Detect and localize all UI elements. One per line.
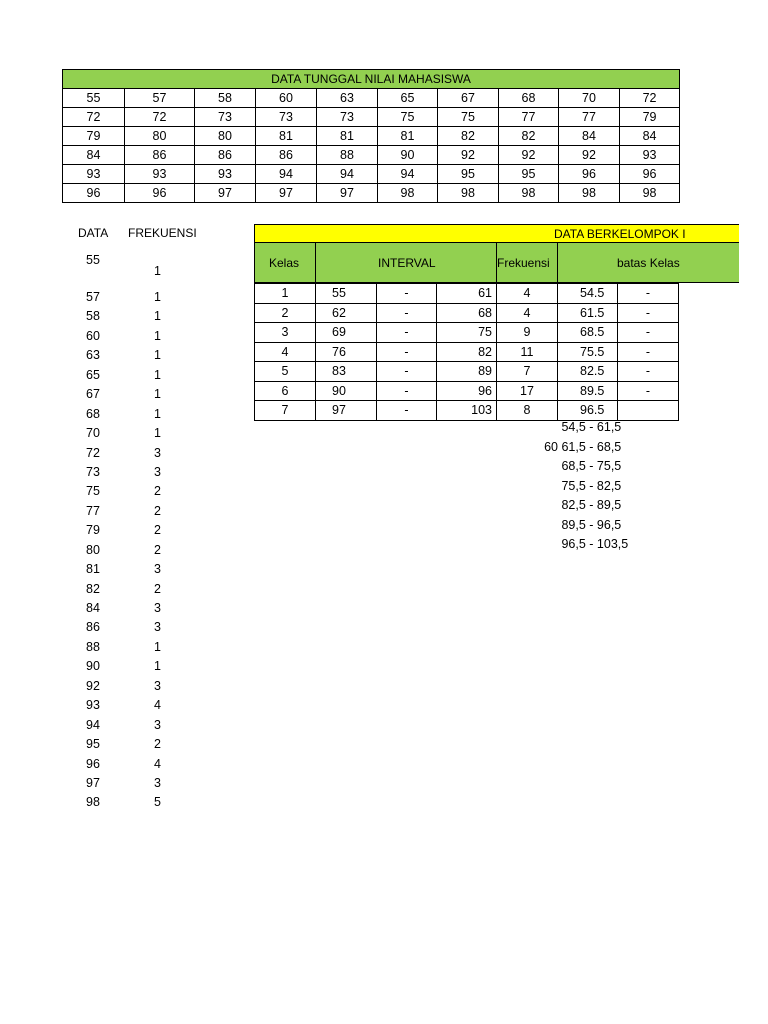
single-table-cell: 55 bbox=[63, 89, 125, 108]
grouped-table-cell: - bbox=[377, 303, 437, 323]
single-table-cell: 80 bbox=[195, 127, 256, 146]
single-table-cell: 79 bbox=[63, 127, 125, 146]
grouped-table-cell: 4 bbox=[497, 303, 558, 323]
grouped-table-cell: 3 bbox=[255, 323, 316, 343]
grouped-table-cell: 62 bbox=[316, 303, 377, 323]
grouped-table-cell: 7 bbox=[255, 401, 316, 421]
class-boundary-item bbox=[490, 420, 630, 440]
grouped-table-cell: - bbox=[377, 401, 437, 421]
single-table-cell: 73 bbox=[195, 108, 256, 127]
freq-list-item: 93 4 bbox=[62, 698, 202, 717]
grouped-table-cell: 96 bbox=[437, 381, 497, 401]
single-data-table bbox=[62, 69, 680, 203]
single-table-cell: 82 bbox=[499, 127, 559, 146]
freq-list-item: 86 3 bbox=[62, 620, 202, 639]
single-table-cell: 86 bbox=[256, 146, 317, 165]
header-divider bbox=[496, 243, 497, 283]
grouped-table-cell: - bbox=[618, 362, 679, 382]
freq-value: 88 bbox=[86, 639, 100, 654]
grouped-table-row bbox=[255, 381, 679, 401]
single-table-cell: 72 bbox=[620, 89, 680, 108]
freq-value: 95 bbox=[86, 737, 100, 752]
grouped-table-cell: 6 bbox=[255, 381, 316, 401]
single-table-cell: 73 bbox=[256, 108, 317, 127]
single-table-cell: 60 bbox=[256, 89, 317, 108]
single-table-cell: 67 bbox=[438, 89, 499, 108]
freq-list-item: 73 3 bbox=[62, 465, 202, 484]
freq-value: 93 bbox=[86, 698, 100, 713]
freq-list-item: 57 1 bbox=[62, 290, 202, 309]
grouped-table-cell: 76 bbox=[316, 342, 377, 362]
class-boundary-item bbox=[490, 537, 630, 557]
single-table-cell: 81 bbox=[378, 127, 438, 146]
freq-value: 72 bbox=[86, 445, 100, 460]
grouped-table-cell: 11 bbox=[497, 342, 558, 362]
class-boundary-item bbox=[490, 440, 630, 460]
freq-value: 96 bbox=[86, 756, 100, 771]
grouped-table-cell: 68.5 bbox=[558, 323, 618, 343]
single-table-cell: 92 bbox=[438, 146, 499, 165]
single-table-cell: 80 bbox=[125, 127, 195, 146]
grouped-table-cell: - bbox=[377, 323, 437, 343]
freq-list-item: 82 2 bbox=[62, 582, 202, 601]
freq-list-item: 98 5 bbox=[62, 795, 202, 814]
single-table-cell: 98 bbox=[559, 184, 620, 203]
single-table-row bbox=[63, 146, 680, 165]
freq-value: 77 bbox=[86, 503, 100, 518]
freq-value: 79 bbox=[86, 523, 100, 538]
single-table-cell: 63 bbox=[317, 89, 378, 108]
single-table-cell: 65 bbox=[378, 89, 438, 108]
grouped-table-cell: 90 bbox=[316, 381, 377, 401]
single-table-cell: 77 bbox=[559, 108, 620, 127]
freq-value: 81 bbox=[86, 562, 100, 577]
grouped-table-cell: 61.5 bbox=[558, 303, 618, 323]
boundary-range: 75,5 - 82,5 bbox=[561, 478, 622, 493]
grouped-table-cell: - bbox=[618, 284, 679, 304]
single-table-cell: 97 bbox=[256, 184, 317, 203]
class-boundary-item bbox=[490, 498, 630, 518]
freq-value: 90 bbox=[86, 659, 100, 674]
single-table-cell: 84 bbox=[63, 146, 125, 165]
single-table-cell: 95 bbox=[438, 165, 499, 184]
single-table-cell: 84 bbox=[620, 127, 680, 146]
freq-value: 55 bbox=[86, 253, 100, 267]
freq-value: 65 bbox=[86, 367, 100, 382]
single-table-cell: 92 bbox=[559, 146, 620, 165]
single-table-row bbox=[63, 165, 680, 184]
single-table-cell: 92 bbox=[499, 146, 559, 165]
grouped-table-cell: 8 bbox=[497, 401, 558, 421]
grouped-table-cell: 83 bbox=[316, 362, 377, 382]
freq-value: 67 bbox=[86, 387, 100, 402]
header-frekuensi: Frekuensi bbox=[497, 256, 550, 270]
grouped-table-cell: - bbox=[618, 381, 679, 401]
freq-list-item: 65 1 bbox=[62, 368, 202, 387]
single-table-cell: 58 bbox=[195, 89, 256, 108]
single-table-cell: 94 bbox=[256, 165, 317, 184]
grouped-table-cell: - bbox=[618, 342, 679, 362]
single-table-row bbox=[63, 127, 680, 146]
single-table-cell: 75 bbox=[378, 108, 438, 127]
freq-list-header-frequency: FREKUENSI bbox=[128, 226, 197, 240]
single-table-cell: 98 bbox=[378, 184, 438, 203]
freq-value: 75 bbox=[86, 484, 100, 499]
grouped-table-cell bbox=[618, 401, 679, 421]
grouped-table-cell: 7 bbox=[497, 362, 558, 382]
freq-list-item: 77 2 bbox=[62, 504, 202, 523]
header-batas-kelas: batas Kelas bbox=[617, 256, 680, 270]
single-table-cell: 75 bbox=[438, 108, 499, 127]
single-table-cell: 98 bbox=[438, 184, 499, 203]
freq-list-item: 68 1 bbox=[62, 407, 202, 426]
freq-list-item: 79 2 bbox=[62, 523, 202, 542]
grouped-table-row bbox=[255, 303, 679, 323]
freq-value: 58 bbox=[86, 309, 100, 324]
boundary-range: 96,5 - 103,5 bbox=[561, 537, 629, 551]
grouped-table-cell: 97 bbox=[316, 401, 377, 421]
grouped-table-cell: 89 bbox=[437, 362, 497, 382]
freq-list-item: 81 3 bbox=[62, 562, 202, 581]
freq-list-item: 84 3 bbox=[62, 601, 202, 620]
single-table-cell: 96 bbox=[559, 165, 620, 184]
grouped-table-cell: 4 bbox=[255, 342, 316, 362]
freq-list-item: 75 2 bbox=[62, 484, 202, 503]
single-table-row bbox=[63, 108, 680, 127]
freq-value: 80 bbox=[86, 542, 100, 557]
frequency-list bbox=[62, 253, 202, 815]
single-table-cell: 88 bbox=[317, 146, 378, 165]
grouped-table-row bbox=[255, 362, 679, 382]
freq-list-item: 55 1 bbox=[62, 253, 202, 290]
boundary-range: 61,5 - 68,5 bbox=[561, 439, 622, 454]
single-table-cell: 96 bbox=[63, 184, 125, 203]
single-table-cell: 93 bbox=[63, 165, 125, 184]
grouped-table-cell: - bbox=[377, 362, 437, 382]
header-divider bbox=[557, 243, 558, 283]
grouped-table-row bbox=[255, 284, 679, 304]
freq-list-item: 94 3 bbox=[62, 718, 202, 737]
freq-value: 73 bbox=[86, 464, 100, 479]
grouped-table-cell: 68 bbox=[437, 303, 497, 323]
header-divider bbox=[315, 243, 316, 283]
header-kelas: Kelas bbox=[269, 256, 300, 270]
class-boundary-item bbox=[490, 518, 630, 538]
freq-value: 82 bbox=[86, 581, 100, 596]
grouped-table-row bbox=[255, 401, 679, 421]
single-table-cell: 98 bbox=[620, 184, 680, 203]
single-table-cell: 81 bbox=[317, 127, 378, 146]
single-table-cell: 68 bbox=[499, 89, 559, 108]
grouped-table-cell: 96.5 bbox=[558, 401, 618, 421]
freq-value: 60 bbox=[86, 328, 100, 343]
single-table-cell: 94 bbox=[317, 165, 378, 184]
single-table-cell: 97 bbox=[195, 184, 256, 203]
grouped-table-cell: 89.5 bbox=[558, 381, 618, 401]
grouped-table-title: DATA BERKELOMPOK I bbox=[254, 224, 739, 243]
freq-list-item: 60 1 bbox=[62, 329, 202, 348]
freq-list-item: 80 2 bbox=[62, 543, 202, 562]
freq-value: 63 bbox=[86, 348, 100, 363]
single-table-cell: 96 bbox=[125, 184, 195, 203]
single-table-row bbox=[63, 89, 680, 108]
single-table-cell: 93 bbox=[620, 146, 680, 165]
single-table-title: DATA TUNGGAL NILAI MAHASISWA bbox=[63, 70, 680, 89]
single-table-cell: 90 bbox=[378, 146, 438, 165]
single-table-row bbox=[63, 184, 680, 203]
grouped-table-cell: 82 bbox=[437, 342, 497, 362]
grouped-table-cell: 17 bbox=[497, 381, 558, 401]
boundary-prefix: 60 bbox=[544, 439, 558, 454]
grouped-table-cell: 55 bbox=[316, 284, 377, 304]
grouped-data-table bbox=[254, 283, 679, 421]
grouped-table-row bbox=[255, 323, 679, 343]
single-table-cell: 86 bbox=[125, 146, 195, 165]
freq-list-header-data: DATA bbox=[78, 226, 109, 240]
freq-list-item: 90 1 bbox=[62, 659, 202, 678]
grouped-table-cell: 75.5 bbox=[558, 342, 618, 362]
single-table-cell: 72 bbox=[63, 108, 125, 127]
freq-list-item: 97 3 bbox=[62, 776, 202, 795]
grouped-table-cell: 103 bbox=[437, 401, 497, 421]
freq-list-item: 67 1 bbox=[62, 387, 202, 406]
single-table-cell: 86 bbox=[195, 146, 256, 165]
freq-list-item: 92 3 bbox=[62, 679, 202, 698]
freq-list-item: 95 2 bbox=[62, 737, 202, 756]
class-boundary-item bbox=[490, 479, 630, 499]
grouped-table-cell: 69 bbox=[316, 323, 377, 343]
freq-value: 97 bbox=[86, 775, 100, 790]
grouped-table-cell: 5 bbox=[255, 362, 316, 382]
freq-value: 84 bbox=[86, 601, 100, 615]
freq-list-item: 70 1 bbox=[62, 426, 202, 445]
freq-list-item: 58 1 bbox=[62, 309, 202, 328]
single-table-cell: 93 bbox=[195, 165, 256, 184]
single-table-cell: 70 bbox=[559, 89, 620, 108]
single-table-cell: 82 bbox=[438, 127, 499, 146]
single-table-cell: 84 bbox=[559, 127, 620, 146]
freq-value: 98 bbox=[86, 795, 100, 810]
freq-value: 92 bbox=[86, 678, 100, 693]
grouped-table-cell: 2 bbox=[255, 303, 316, 323]
single-table-cell: 72 bbox=[125, 108, 195, 127]
grouped-table-cell: 75 bbox=[437, 323, 497, 343]
grouped-table-cell: 54.5 bbox=[558, 284, 618, 304]
boundary-range: 68,5 - 75,5 bbox=[561, 459, 622, 473]
freq-value: 57 bbox=[86, 290, 100, 304]
freq-list-item: 63 1 bbox=[62, 348, 202, 367]
grouped-table-cell: - bbox=[377, 342, 437, 362]
grouped-table-cell: - bbox=[377, 284, 437, 304]
single-table-cell: 94 bbox=[378, 165, 438, 184]
freq-list-item: 72 3 bbox=[62, 446, 202, 465]
freq-value: 68 bbox=[86, 406, 100, 421]
single-table-cell: 73 bbox=[317, 108, 378, 127]
boundary-range: 89,5 - 96,5 bbox=[561, 517, 622, 532]
single-table-cell: 57 bbox=[125, 89, 195, 108]
class-boundaries-list bbox=[490, 420, 630, 557]
freq-value: 94 bbox=[86, 717, 100, 732]
boundary-range: 54,5 - 61,5 bbox=[561, 420, 622, 434]
grouped-table-row bbox=[255, 342, 679, 362]
grouped-table-cell: 82.5 bbox=[558, 362, 618, 382]
class-boundary-item bbox=[490, 459, 630, 479]
single-table-cell: 97 bbox=[317, 184, 378, 203]
grouped-table-cell: - bbox=[377, 381, 437, 401]
freq-list-item: 96 4 bbox=[62, 757, 202, 776]
single-table-cell: 81 bbox=[256, 127, 317, 146]
single-table-cell: 98 bbox=[499, 184, 559, 203]
freq-value: 86 bbox=[86, 620, 100, 635]
boundary-range: 82,5 - 89,5 bbox=[561, 498, 622, 512]
single-table-cell: 77 bbox=[499, 108, 559, 127]
single-table-cell: 96 bbox=[620, 165, 680, 184]
grouped-table-cell: 4 bbox=[497, 284, 558, 304]
grouped-table-cell: 61 bbox=[437, 284, 497, 304]
header-interval: INTERVAL bbox=[378, 256, 436, 270]
grouped-table-cell: 9 bbox=[497, 323, 558, 343]
grouped-table-cell: 1 bbox=[255, 284, 316, 304]
single-table-cell: 95 bbox=[499, 165, 559, 184]
single-table-cell: 79 bbox=[620, 108, 680, 127]
grouped-table-cell: - bbox=[618, 323, 679, 343]
grouped-table-cell: - bbox=[618, 303, 679, 323]
freq-value: 70 bbox=[86, 426, 100, 441]
single-table-cell: 93 bbox=[125, 165, 195, 184]
freq-list-item: 88 1 bbox=[62, 640, 202, 659]
